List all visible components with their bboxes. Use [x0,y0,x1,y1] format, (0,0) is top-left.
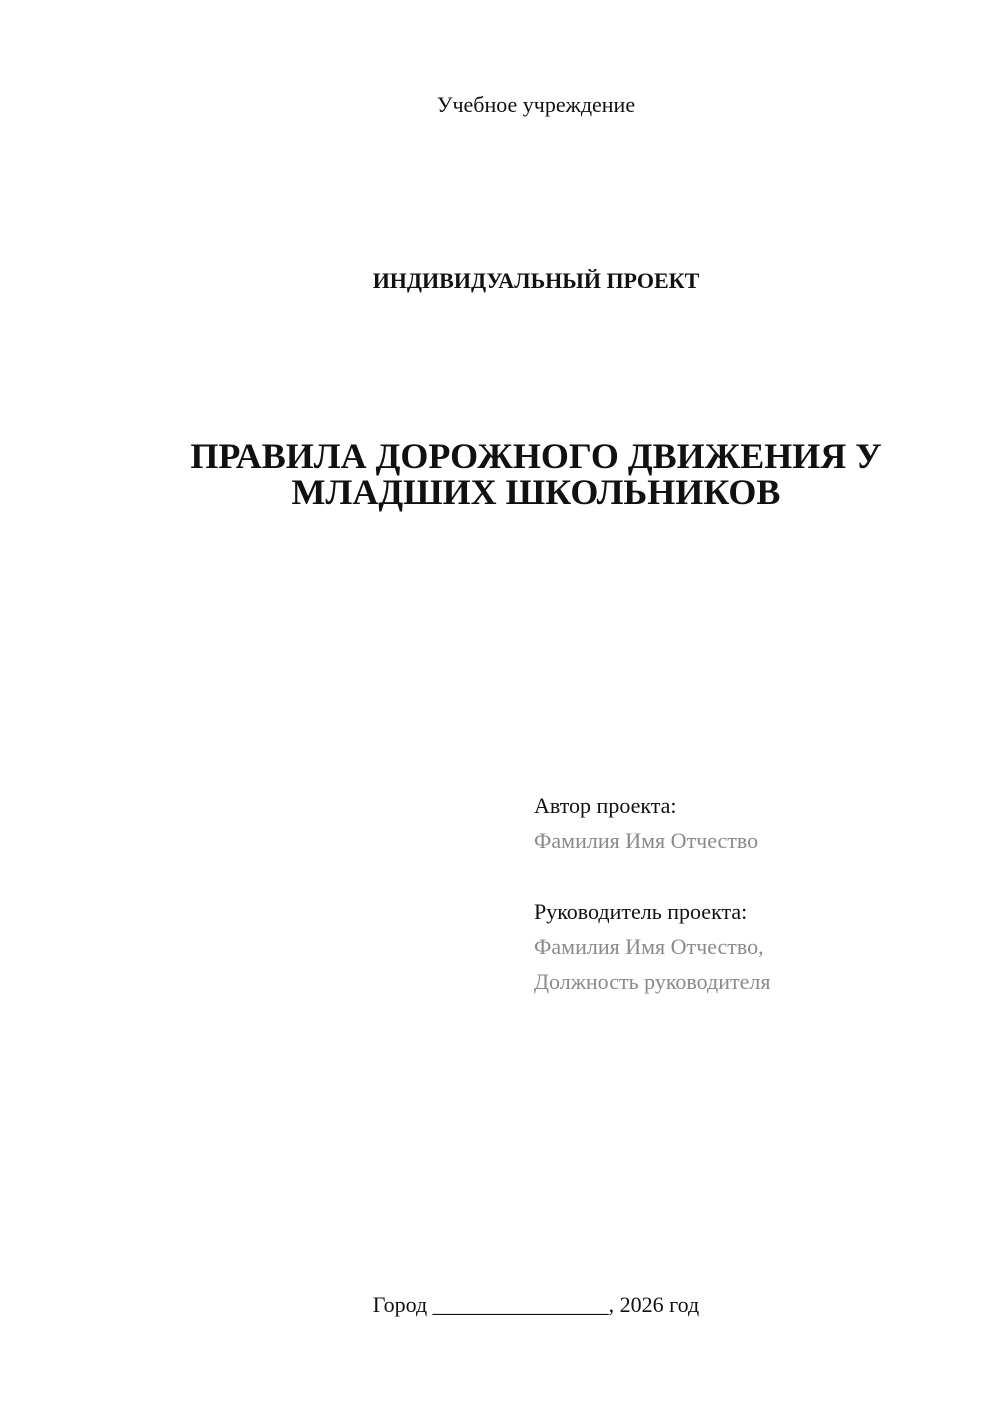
institution-name: Учебное учреждение [436,92,636,117]
document-type: ИНДИВИДУАЛЬНЫЙ ПРОЕКТ [372,268,700,293]
supervisor-label: Руководитель проекта: [534,899,748,924]
supervisor-position: Должность руководителя [534,969,771,994]
supervisor-name: Фамилия Имя Отчество, [534,934,764,959]
author-name: Фамилия Имя Отчество [534,828,759,853]
credits-block [534,788,974,999]
city-year-line: Город ________________, 2026 год [372,1292,700,1317]
credits-spacer [534,858,974,894]
project-title-line-1: ПРАВИЛА ДОРОЖНОГО ДВИЖЕНИЯ У [190,436,882,476]
project-title-line-2: МЛАДШИХ ШКОЛЬНИКОВ [291,472,781,512]
author-label: Автор проекта: [534,793,677,818]
project-title [100,438,972,510]
